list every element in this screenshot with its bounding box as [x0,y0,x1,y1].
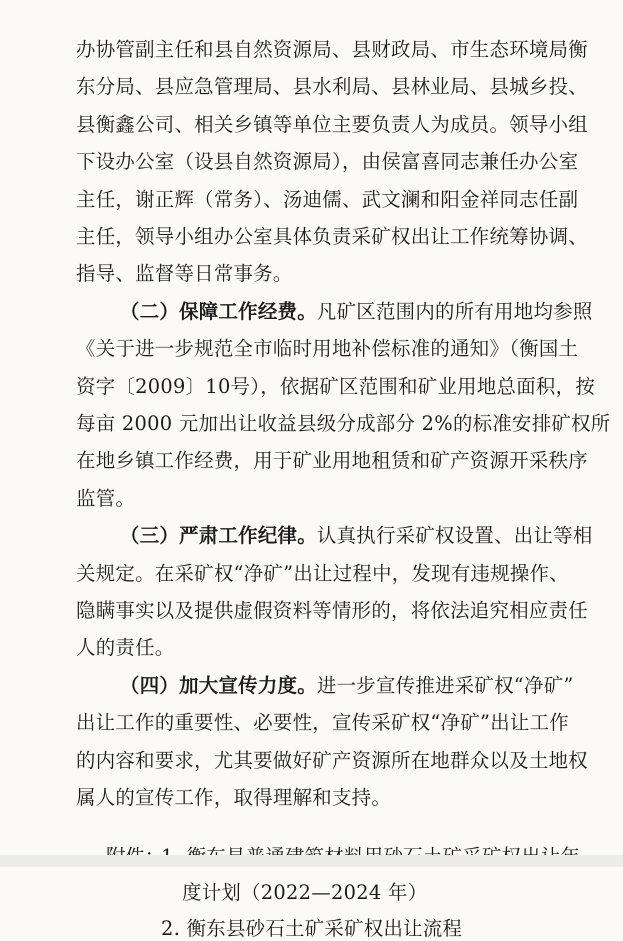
paragraph-line: 下设办公室（设县自然资源局），由侯富喜同志兼任办公室 [76,150,579,174]
section-3-first-line [120,524,593,548]
paragraph-line: 指导、监督等日常事务。 [76,262,293,286]
page-bottom-edge [0,855,623,867]
paragraph-line: 监管。 [76,486,136,510]
section-2-first-line [120,300,593,324]
paragraph-line: 东分局、县应急管理局、县水利局、县林业局、县城乡投、 [76,75,588,99]
section-4-first-text: 进一步宣传推进采矿权“净矿” [316,673,574,697]
section-3-heading: （三）严肃工作纪律。 [120,524,317,548]
paragraph-line: 主任，谢正辉（常务）、汤迪儒、武文澜和阳金祥同志任副 [76,187,579,211]
attachment-item-2: 2. 衡东县砂石土矿采矿权出让流程 [161,917,463,941]
paragraph-line: 《关于进一步规范全市临时用地补偿标准的通知》（衡国土 [76,337,579,361]
paragraph-line: 每亩 2000 元加出让收益县级分成部分 2%的标准安排矿权所 [76,412,611,435]
section-4-first-line [120,674,574,698]
paragraph-line: 属人的宣传工作，取得理解和支持。 [76,786,392,809]
paragraph-line: 县衡鑫公司、相关乡镇等单位主要负责人为成员。领导小组 [76,112,588,136]
paragraph-line: 在地乡镇工作经费，用于矿业用地租赁和矿产资源开采秩序 [76,449,588,473]
attachment-item-1-continued: 度计划（2022—2024 年） [182,881,428,905]
paragraph-line: 出让工作的重要性、必要性，宣传采矿权“净矿”出让工作 [76,711,569,735]
section-4-heading: （四）加大宣传力度。 [120,673,317,697]
paragraph-line: 人的责任。 [76,636,175,660]
paragraph-line: 办协管副主任和县自然资源局、县财政局、市生态环境局衡 [76,38,588,61]
paragraph-line: 关规定。在采矿权“净矿”出让过程中，发现有违规操作、 [76,561,569,585]
paragraph-line: 隐瞒事实以及提供虚假资料等情形的，将依法追究相应责任 [76,599,588,622]
paragraph-line: 的内容和要求，尤其要做好矿产资源所在地群众以及土地权 [76,748,588,772]
section-2-heading: （二）保障工作经费。 [120,299,317,323]
paragraph-line: 主任，领导小组办公室具体负责采矿权出让工作统筹协调、 [76,225,588,248]
paragraph-line: 资字〔2009〕10号），依据矿区范围和矿业用地总面积，按 [76,374,596,398]
section-3-first-text: 认真执行采矿权设置、出让等相 [316,524,593,548]
section-2-first-text: 凡矿区范围内的所有用地均参照 [316,299,593,323]
